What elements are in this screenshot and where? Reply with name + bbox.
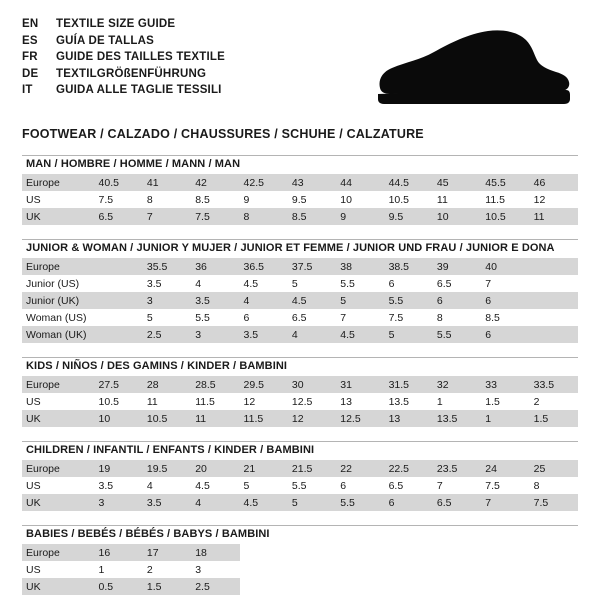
size-cell: 7 [336, 309, 384, 326]
size-table [22, 460, 578, 511]
size-cell: 5.5 [433, 326, 481, 343]
size-cell [288, 561, 336, 578]
size-cell: 8 [143, 191, 191, 208]
size-cell: 33.5 [530, 376, 578, 393]
row-label: Europe [22, 460, 95, 477]
language-row [22, 82, 225, 99]
size-cell: 4.5 [240, 494, 288, 511]
size-cell [240, 561, 288, 578]
size-cell: 27.5 [95, 376, 143, 393]
size-cell: 5 [336, 292, 384, 309]
size-table-section [22, 525, 578, 595]
size-cell: 35.5 [143, 258, 191, 275]
size-cell: 12 [530, 191, 578, 208]
size-cell [530, 561, 578, 578]
row-label: US [22, 191, 95, 208]
size-cell [336, 544, 384, 561]
size-table-section [22, 155, 578, 225]
size-cell [530, 275, 578, 292]
row-label: US [22, 561, 95, 578]
size-cell: 29.5 [240, 376, 288, 393]
size-cell: 4.5 [191, 477, 239, 494]
language-code: EN [22, 18, 39, 30]
size-cell: 5.5 [385, 292, 433, 309]
size-cell: 10.5 [481, 208, 529, 225]
table-row [22, 292, 578, 309]
table-row [22, 174, 578, 191]
row-label: Woman (US) [22, 309, 95, 326]
size-cell: 5.5 [191, 309, 239, 326]
size-cell: 4 [288, 326, 336, 343]
row-label: US [22, 477, 95, 494]
size-cell: 13 [336, 393, 384, 410]
size-cell: 8.5 [481, 309, 529, 326]
size-cell: 40 [481, 258, 529, 275]
size-cell: 13.5 [385, 393, 433, 410]
size-cell: 10.5 [385, 191, 433, 208]
language-text: TEXTILGRÖßENFÜHRUNG [56, 67, 207, 80]
size-table [22, 174, 578, 225]
language-text: GUIDE DES TAILLES TEXTILE [56, 51, 225, 63]
size-cell: 46 [530, 174, 578, 191]
size-cell: 3.5 [191, 292, 239, 309]
size-cell: 13.5 [433, 410, 481, 427]
size-table [22, 544, 578, 595]
dress-shoe-icon [372, 28, 572, 110]
size-cell: 9 [240, 191, 288, 208]
size-cell [530, 258, 578, 275]
size-cell: 6 [336, 477, 384, 494]
size-cell: 36 [191, 258, 239, 275]
size-cell [530, 326, 578, 343]
size-cell: 2 [530, 393, 578, 410]
size-cell: 7 [481, 494, 529, 511]
size-table [22, 258, 578, 343]
size-cell [530, 578, 578, 595]
row-label: Europe [22, 258, 95, 275]
size-cell: 6 [433, 292, 481, 309]
table-row [22, 561, 578, 578]
size-cell [288, 578, 336, 595]
size-cell: 7.5 [530, 494, 578, 511]
size-cell: 10.5 [95, 393, 143, 410]
size-cell: 31.5 [385, 376, 433, 393]
category-title: FOOTWEAR / CALZADO / CHAUSSURES / SCHUHE / CALZATURE [22, 127, 424, 141]
size-cell [95, 258, 143, 275]
language-row [22, 66, 225, 83]
size-cell: 5 [288, 494, 336, 511]
size-cell: 19.5 [143, 460, 191, 477]
size-cell: 6 [481, 292, 529, 309]
size-cell: 4 [240, 292, 288, 309]
size-cell: 4.5 [240, 275, 288, 292]
size-cell: 6.5 [433, 275, 481, 292]
size-cell: 6 [385, 494, 433, 511]
size-cell: 3 [95, 494, 143, 511]
size-cell: 5 [385, 326, 433, 343]
size-cell: 7.5 [95, 191, 143, 208]
size-cell: 12.5 [288, 393, 336, 410]
size-cell [530, 544, 578, 561]
row-label: Europe [22, 376, 95, 393]
size-cell: 11.5 [191, 393, 239, 410]
size-cell: 6 [240, 309, 288, 326]
size-cell: 19 [95, 460, 143, 477]
size-cell [288, 544, 336, 561]
size-cell: 3 [143, 292, 191, 309]
language-code: DE [22, 67, 39, 80]
size-cell: 3 [191, 326, 239, 343]
size-cell: 12.5 [336, 410, 384, 427]
size-cell: 8.5 [191, 191, 239, 208]
size-cell: 33 [481, 376, 529, 393]
size-cell: 42.5 [240, 174, 288, 191]
size-cell: 6.5 [433, 494, 481, 511]
size-cell: 5.5 [288, 477, 336, 494]
section-title: MAN / HOMBRE / HOMME / MANN / MAN [26, 158, 241, 170]
size-cell: 7.5 [191, 208, 239, 225]
language-row [22, 33, 225, 50]
size-cell: 28 [143, 376, 191, 393]
table-row [22, 258, 578, 275]
size-cell: 23.5 [433, 460, 481, 477]
size-cell: 5 [288, 275, 336, 292]
size-cell: 4.5 [336, 326, 384, 343]
size-cell: 4.5 [288, 292, 336, 309]
size-cell [95, 275, 143, 292]
size-cell: 7 [433, 477, 481, 494]
size-cell: 10 [95, 410, 143, 427]
row-label: UK [22, 410, 95, 427]
size-cell: 11.5 [481, 191, 529, 208]
size-table-section [22, 357, 578, 427]
size-cell: 5 [240, 477, 288, 494]
size-cell: 11 [191, 410, 239, 427]
row-label: UK [22, 494, 95, 511]
size-cell: 37.5 [288, 258, 336, 275]
section-title: JUNIOR & WOMAN / JUNIOR Y MUJER / JUNIOR ET FEMME / JUNIOR UND FRAU / JUNIOR E DONA [26, 242, 555, 254]
size-cell: 1 [433, 393, 481, 410]
size-cell: 10 [433, 208, 481, 225]
size-cell: 10 [336, 191, 384, 208]
size-cell [481, 544, 529, 561]
language-row [22, 16, 225, 33]
table-row [22, 393, 578, 410]
size-cell: 44.5 [385, 174, 433, 191]
size-cell: 0.5 [95, 578, 143, 595]
size-cell: 38 [336, 258, 384, 275]
language-text: TEXTILE SIZE GUIDE [56, 18, 176, 30]
size-cell: 9.5 [288, 191, 336, 208]
size-cell: 6.5 [385, 477, 433, 494]
size-cell [95, 309, 143, 326]
size-cell: 5.5 [336, 275, 384, 292]
size-cell: 11 [530, 208, 578, 225]
size-cell: 1 [481, 410, 529, 427]
size-cell: 3.5 [240, 326, 288, 343]
size-cell: 6 [385, 275, 433, 292]
size-cell: 3.5 [143, 494, 191, 511]
size-cell: 1.5 [530, 410, 578, 427]
size-cell: 30 [288, 376, 336, 393]
size-cell: 40.5 [95, 174, 143, 191]
language-row [22, 49, 225, 66]
size-cell: 13 [385, 410, 433, 427]
size-cell: 44 [336, 174, 384, 191]
size-cell: 41 [143, 174, 191, 191]
size-cell: 5 [143, 309, 191, 326]
row-label: Woman (UK) [22, 326, 95, 343]
table-row [22, 460, 578, 477]
size-cell: 6.5 [288, 309, 336, 326]
language-list [22, 16, 225, 99]
size-cell: 9.5 [385, 208, 433, 225]
size-cell: 8 [530, 477, 578, 494]
size-cell: 24 [481, 460, 529, 477]
language-code: FR [22, 51, 38, 63]
size-cell: 1.5 [481, 393, 529, 410]
table-row [22, 544, 578, 561]
table-row [22, 208, 578, 225]
size-cell [530, 292, 578, 309]
size-cell [530, 309, 578, 326]
size-cell [385, 561, 433, 578]
size-cell [336, 561, 384, 578]
size-cell: 2 [143, 561, 191, 578]
sections-container [22, 155, 578, 595]
size-cell: 5.5 [336, 494, 384, 511]
header [22, 16, 578, 110]
row-label: Junior (US) [22, 275, 95, 292]
size-cell: 3.5 [143, 275, 191, 292]
size-cell: 45 [433, 174, 481, 191]
size-cell: 12 [240, 393, 288, 410]
size-cell [433, 561, 481, 578]
size-cell: 7.5 [385, 309, 433, 326]
size-cell: 22.5 [385, 460, 433, 477]
size-table-section [22, 441, 578, 511]
table-row [22, 410, 578, 427]
size-cell [95, 292, 143, 309]
size-cell [433, 544, 481, 561]
row-label: UK [22, 208, 95, 225]
table-row [22, 309, 578, 326]
size-cell: 9 [336, 208, 384, 225]
size-cell: 21.5 [288, 460, 336, 477]
size-cell: 20 [191, 460, 239, 477]
table-row [22, 494, 578, 511]
section-title: KIDS / NIÑOS / DES GAMINS / KINDER / BAMBINI [26, 360, 288, 372]
size-cell: 32 [433, 376, 481, 393]
size-cell: 6.5 [95, 208, 143, 225]
size-cell: 1.5 [143, 578, 191, 595]
table-row [22, 326, 578, 343]
size-cell [240, 544, 288, 561]
size-cell: 39 [433, 258, 481, 275]
size-cell: 11.5 [240, 410, 288, 427]
size-cell: 11 [143, 393, 191, 410]
size-cell [433, 578, 481, 595]
language-text: GUIDA ALLE TAGLIE TESSILI [56, 84, 222, 96]
section-title: BABIES / BEBÉS / BÉBÉS / BABYS / BAMBINI [26, 528, 270, 540]
size-cell [240, 578, 288, 595]
table-row [22, 275, 578, 292]
table-row [22, 191, 578, 208]
size-table-section [22, 239, 578, 343]
size-cell: 42 [191, 174, 239, 191]
size-cell: 11 [433, 191, 481, 208]
size-cell: 8 [433, 309, 481, 326]
size-cell: 36.5 [240, 258, 288, 275]
size-cell: 31 [336, 376, 384, 393]
size-cell [385, 544, 433, 561]
size-cell [385, 578, 433, 595]
size-cell: 4 [191, 494, 239, 511]
size-cell: 7.5 [481, 477, 529, 494]
size-cell [481, 578, 529, 595]
size-cell: 2.5 [143, 326, 191, 343]
size-cell: 22 [336, 460, 384, 477]
table-row [22, 578, 578, 595]
size-cell: 43 [288, 174, 336, 191]
size-cell: 6 [481, 326, 529, 343]
size-cell: 2.5 [191, 578, 239, 595]
size-cell: 12 [288, 410, 336, 427]
size-cell [95, 326, 143, 343]
size-table [22, 376, 578, 427]
table-row [22, 477, 578, 494]
language-code: ES [22, 34, 38, 47]
size-cell: 38.5 [385, 258, 433, 275]
size-cell: 4 [143, 477, 191, 494]
size-cell: 28.5 [191, 376, 239, 393]
table-row [22, 376, 578, 393]
row-label: Europe [22, 174, 95, 191]
size-cell: 8.5 [288, 208, 336, 225]
size-cell: 17 [143, 544, 191, 561]
size-cell: 21 [240, 460, 288, 477]
row-label: Junior (UK) [22, 292, 95, 309]
row-label: US [22, 393, 95, 410]
size-cell: 45.5 [481, 174, 529, 191]
size-cell: 3.5 [95, 477, 143, 494]
size-cell: 16 [95, 544, 143, 561]
size-cell [481, 561, 529, 578]
size-cell: 3 [191, 561, 239, 578]
size-cell [336, 578, 384, 595]
size-cell: 8 [240, 208, 288, 225]
size-cell: 25 [530, 460, 578, 477]
size-cell: 18 [191, 544, 239, 561]
size-cell: 7 [481, 275, 529, 292]
language-code: IT [22, 84, 33, 96]
size-cell: 10.5 [143, 410, 191, 427]
row-label: Europe [22, 544, 95, 561]
size-cell: 7 [143, 208, 191, 225]
row-label: UK [22, 578, 95, 595]
size-cell: 4 [191, 275, 239, 292]
size-cell: 1 [95, 561, 143, 578]
language-text: GUÍA DE TALLAS [56, 34, 154, 47]
section-title: CHILDREN / INFANTIL / ENFANTS / KINDER / BAMBINI [26, 444, 315, 456]
